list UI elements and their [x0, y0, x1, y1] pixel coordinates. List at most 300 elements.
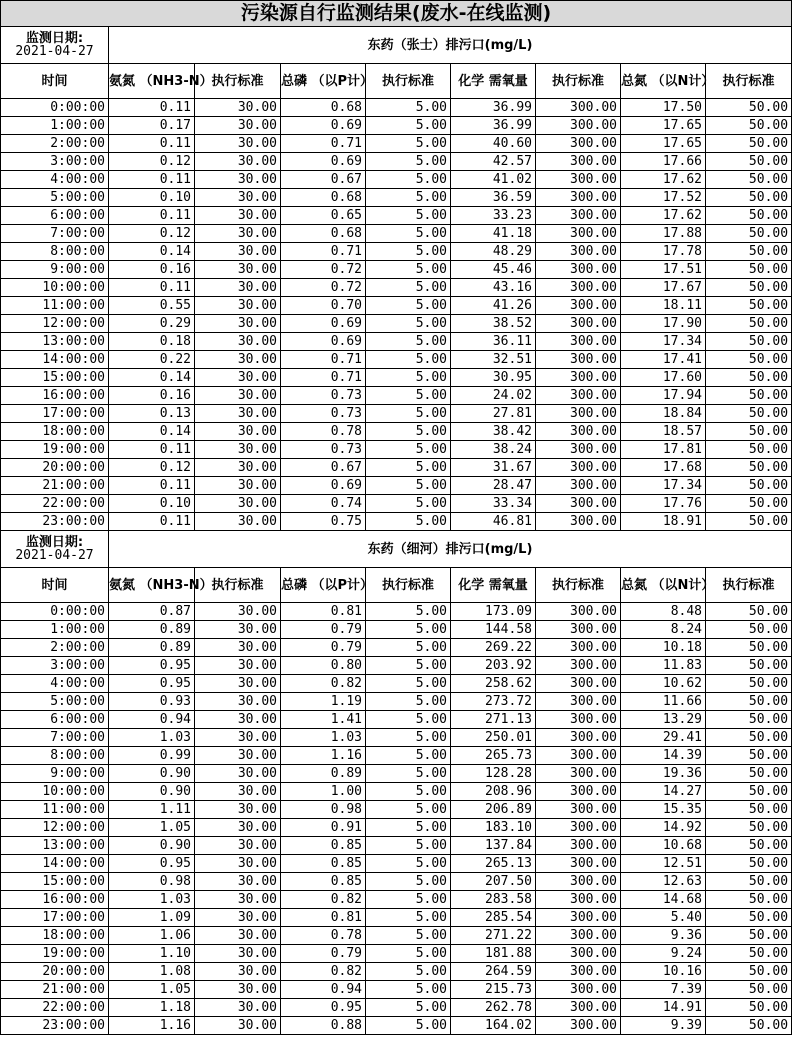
value-cell: 50.00 — [706, 279, 792, 297]
time-cell: 10:00:00 — [1, 279, 109, 297]
column-header: 氨氮 （NH3-N） — [109, 64, 195, 99]
time-cell: 19:00:00 — [1, 945, 109, 963]
value-cell: 18.11 — [621, 297, 706, 315]
value-cell: 11.83 — [621, 657, 706, 675]
table-row — [1, 513, 792, 531]
value-cell: 30.00 — [195, 765, 281, 783]
value-cell: 5.00 — [366, 873, 451, 891]
value-cell: 0.65 — [281, 207, 366, 225]
value-cell: 300.00 — [536, 351, 621, 369]
value-cell: 5.00 — [366, 675, 451, 693]
time-cell: 14:00:00 — [1, 855, 109, 873]
table-row — [1, 99, 792, 117]
value-cell: 0.82 — [281, 963, 366, 981]
value-cell: 36.11 — [451, 333, 536, 351]
table-row — [1, 297, 792, 315]
table-row — [1, 873, 792, 891]
value-cell: 12.63 — [621, 873, 706, 891]
value-cell: 17.67 — [621, 279, 706, 297]
time-cell: 20:00:00 — [1, 459, 109, 477]
value-cell: 50.00 — [706, 855, 792, 873]
value-cell: 30.95 — [451, 369, 536, 387]
value-cell: 9.24 — [621, 945, 706, 963]
value-cell: 30.00 — [195, 315, 281, 333]
value-cell: 30.00 — [195, 801, 281, 819]
table-row — [1, 261, 792, 279]
value-cell: 0.88 — [281, 1017, 366, 1035]
value-cell: 1.16 — [281, 747, 366, 765]
column-header: 总氮 （以N计） — [621, 568, 706, 603]
value-cell: 50.00 — [706, 819, 792, 837]
value-cell: 264.59 — [451, 963, 536, 981]
time-cell: 23:00:00 — [1, 513, 109, 531]
table-row — [1, 477, 792, 495]
column-header: 总磷 （以P计） — [281, 64, 366, 99]
time-cell: 2:00:00 — [1, 639, 109, 657]
value-cell: 48.29 — [451, 243, 536, 261]
value-cell: 50.00 — [706, 927, 792, 945]
value-cell: 5.00 — [366, 945, 451, 963]
value-cell: 38.52 — [451, 315, 536, 333]
value-cell: 5.40 — [621, 909, 706, 927]
table-row — [1, 225, 792, 243]
monitoring-date-value: 2021-04-27 — [15, 44, 94, 59]
value-cell: 30.00 — [195, 477, 281, 495]
value-cell: 17.62 — [621, 207, 706, 225]
value-cell: 0.82 — [281, 891, 366, 909]
column-header: 化学 需氧量 — [451, 64, 536, 99]
value-cell: 28.47 — [451, 477, 536, 495]
value-cell: 137.84 — [451, 837, 536, 855]
value-cell: 300.00 — [536, 297, 621, 315]
value-cell: 0.16 — [109, 261, 195, 279]
value-cell: 5.00 — [366, 333, 451, 351]
value-cell: 50.00 — [706, 513, 792, 531]
value-cell: 300.00 — [536, 405, 621, 423]
value-cell: 24.02 — [451, 387, 536, 405]
value-cell: 50.00 — [706, 963, 792, 981]
value-cell: 17.62 — [621, 171, 706, 189]
value-cell: 5.00 — [366, 657, 451, 675]
value-cell: 18.91 — [621, 513, 706, 531]
value-cell: 0.74 — [281, 495, 366, 513]
value-cell: 300.00 — [536, 639, 621, 657]
value-cell: 50.00 — [706, 99, 792, 117]
column-header: 执行标准 — [536, 64, 621, 99]
time-cell: 16:00:00 — [1, 891, 109, 909]
value-cell: 0.67 — [281, 171, 366, 189]
value-cell: 14.39 — [621, 747, 706, 765]
value-cell: 50.00 — [706, 711, 792, 729]
value-cell: 300.00 — [536, 477, 621, 495]
value-cell: 1.09 — [109, 909, 195, 927]
time-cell: 12:00:00 — [1, 819, 109, 837]
value-cell: 50.00 — [706, 117, 792, 135]
time-cell: 22:00:00 — [1, 495, 109, 513]
value-cell: 50.00 — [706, 747, 792, 765]
value-cell: 30.00 — [195, 675, 281, 693]
value-cell: 5.00 — [366, 729, 451, 747]
table-row — [1, 207, 792, 225]
value-cell: 0.90 — [109, 765, 195, 783]
value-cell: 50.00 — [706, 909, 792, 927]
value-cell: 30.00 — [195, 207, 281, 225]
value-cell: 300.00 — [536, 279, 621, 297]
value-cell: 5.00 — [366, 801, 451, 819]
value-cell: 300.00 — [536, 333, 621, 351]
time-cell: 20:00:00 — [1, 963, 109, 981]
value-cell: 0.90 — [109, 783, 195, 801]
value-cell: 50.00 — [706, 621, 792, 639]
time-cell: 10:00:00 — [1, 783, 109, 801]
value-cell: 215.73 — [451, 981, 536, 999]
value-cell: 5.00 — [366, 261, 451, 279]
value-cell: 30.00 — [195, 657, 281, 675]
value-cell: 17.66 — [621, 153, 706, 171]
time-cell: 5:00:00 — [1, 693, 109, 711]
value-cell: 10.18 — [621, 639, 706, 657]
value-cell: 300.00 — [536, 207, 621, 225]
value-cell: 5.00 — [366, 513, 451, 531]
table-row — [1, 351, 792, 369]
value-cell: 0.10 — [109, 189, 195, 207]
time-cell: 1:00:00 — [1, 621, 109, 639]
value-cell: 0.29 — [109, 315, 195, 333]
value-cell: 50.00 — [706, 801, 792, 819]
value-cell: 0.68 — [281, 99, 366, 117]
value-cell: 0.78 — [281, 423, 366, 441]
value-cell: 300.00 — [536, 495, 621, 513]
value-cell: 0.68 — [281, 189, 366, 207]
table-row — [1, 675, 792, 693]
sheet-title: 污染源自行监测结果(废水-在线监测) — [1, 1, 792, 27]
table-row — [1, 495, 792, 513]
value-cell: 50.00 — [706, 459, 792, 477]
time-cell: 2:00:00 — [1, 135, 109, 153]
table-row — [1, 135, 792, 153]
value-cell: 265.73 — [451, 747, 536, 765]
value-cell: 203.92 — [451, 657, 536, 675]
value-cell: 300.00 — [536, 621, 621, 639]
column-header: 化学 需氧量 — [451, 568, 536, 603]
value-cell: 1.18 — [109, 999, 195, 1017]
time-cell: 6:00:00 — [1, 207, 109, 225]
time-cell: 9:00:00 — [1, 765, 109, 783]
value-cell: 5.00 — [366, 1017, 451, 1035]
value-cell: 50.00 — [706, 369, 792, 387]
value-cell: 128.28 — [451, 765, 536, 783]
value-cell: 0.89 — [109, 621, 195, 639]
value-cell: 183.10 — [451, 819, 536, 837]
value-cell: 208.96 — [451, 783, 536, 801]
value-cell: 0.73 — [281, 387, 366, 405]
value-cell: 0.18 — [109, 333, 195, 351]
column-header: 时间 — [1, 64, 109, 99]
value-cell: 15.35 — [621, 801, 706, 819]
value-cell: 13.29 — [621, 711, 706, 729]
value-cell: 0.98 — [109, 873, 195, 891]
column-header: 执行标准 — [195, 64, 281, 99]
value-cell: 30.00 — [195, 891, 281, 909]
value-cell: 5.00 — [366, 171, 451, 189]
value-cell: 300.00 — [536, 963, 621, 981]
value-cell: 30.00 — [195, 441, 281, 459]
value-cell: 300.00 — [536, 675, 621, 693]
value-cell: 5.00 — [366, 387, 451, 405]
value-cell: 0.70 — [281, 297, 366, 315]
value-cell: 5.00 — [366, 837, 451, 855]
table-row — [1, 927, 792, 945]
value-cell: 50.00 — [706, 981, 792, 999]
table-row — [1, 333, 792, 351]
table-row — [1, 819, 792, 837]
value-cell: 1.03 — [109, 729, 195, 747]
value-cell: 50.00 — [706, 873, 792, 891]
value-cell: 300.00 — [536, 243, 621, 261]
table-row — [1, 693, 792, 711]
value-cell: 17.60 — [621, 369, 706, 387]
sheet-title-row — [1, 1, 792, 27]
time-cell: 17:00:00 — [1, 909, 109, 927]
value-cell: 30.00 — [195, 999, 281, 1017]
value-cell: 0.71 — [281, 369, 366, 387]
value-cell: 5.00 — [366, 981, 451, 999]
table-row — [1, 945, 792, 963]
value-cell: 30.00 — [195, 153, 281, 171]
table-row — [1, 117, 792, 135]
value-cell: 30.00 — [195, 369, 281, 387]
time-cell: 8:00:00 — [1, 243, 109, 261]
value-cell: 0.11 — [109, 441, 195, 459]
value-cell: 0.85 — [281, 873, 366, 891]
table-row — [1, 711, 792, 729]
value-cell: 0.89 — [281, 765, 366, 783]
value-cell: 30.00 — [195, 243, 281, 261]
value-cell: 0.67 — [281, 459, 366, 477]
value-cell: 0.71 — [281, 351, 366, 369]
value-cell: 30.00 — [195, 423, 281, 441]
value-cell: 5.00 — [366, 369, 451, 387]
time-cell: 21:00:00 — [1, 981, 109, 999]
value-cell: 300.00 — [536, 729, 621, 747]
value-cell: 0.94 — [109, 711, 195, 729]
time-cell: 11:00:00 — [1, 297, 109, 315]
value-cell: 46.81 — [451, 513, 536, 531]
value-cell: 0.79 — [281, 621, 366, 639]
value-cell: 5.00 — [366, 135, 451, 153]
value-cell: 50.00 — [706, 423, 792, 441]
value-cell: 14.92 — [621, 819, 706, 837]
time-cell: 3:00:00 — [1, 657, 109, 675]
value-cell: 0.95 — [281, 999, 366, 1017]
table-row — [1, 909, 792, 927]
value-cell: 33.23 — [451, 207, 536, 225]
value-cell: 300.00 — [536, 1017, 621, 1035]
value-cell: 50.00 — [706, 1017, 792, 1035]
value-cell: 262.78 — [451, 999, 536, 1017]
value-cell: 0.69 — [281, 117, 366, 135]
value-cell: 0.89 — [109, 639, 195, 657]
monitoring-date-value: 2021-04-27 — [15, 548, 94, 563]
value-cell: 50.00 — [706, 261, 792, 279]
table-row — [1, 153, 792, 171]
value-cell: 0.11 — [109, 171, 195, 189]
time-cell: 0:00:00 — [1, 603, 109, 621]
value-cell: 27.81 — [451, 405, 536, 423]
value-cell: 30.00 — [195, 135, 281, 153]
value-cell: 0.99 — [109, 747, 195, 765]
table-row — [1, 855, 792, 873]
time-cell: 3:00:00 — [1, 153, 109, 171]
value-cell: 269.22 — [451, 639, 536, 657]
value-cell: 10.16 — [621, 963, 706, 981]
value-cell: 0.71 — [281, 135, 366, 153]
value-cell: 0.81 — [281, 909, 366, 927]
value-cell: 0.69 — [281, 153, 366, 171]
value-cell: 0.11 — [109, 207, 195, 225]
value-cell: 164.02 — [451, 1017, 536, 1035]
value-cell: 50.00 — [706, 153, 792, 171]
value-cell: 30.00 — [195, 99, 281, 117]
value-cell: 11.66 — [621, 693, 706, 711]
value-cell: 50.00 — [706, 891, 792, 909]
value-cell: 300.00 — [536, 783, 621, 801]
time-cell: 21:00:00 — [1, 477, 109, 495]
value-cell: 17.51 — [621, 261, 706, 279]
value-cell: 5.00 — [366, 999, 451, 1017]
value-cell: 283.58 — [451, 891, 536, 909]
value-cell: 30.00 — [195, 837, 281, 855]
table-row — [1, 621, 792, 639]
table-row — [1, 387, 792, 405]
time-cell: 17:00:00 — [1, 405, 109, 423]
value-cell: 273.72 — [451, 693, 536, 711]
value-cell: 5.00 — [366, 693, 451, 711]
value-cell: 300.00 — [536, 459, 621, 477]
value-cell: 0.85 — [281, 837, 366, 855]
value-cell: 50.00 — [706, 207, 792, 225]
table-row — [1, 837, 792, 855]
value-cell: 300.00 — [536, 981, 621, 999]
value-cell: 30.00 — [195, 495, 281, 513]
value-cell: 17.90 — [621, 315, 706, 333]
value-cell: 9.36 — [621, 927, 706, 945]
value-cell: 17.34 — [621, 333, 706, 351]
value-cell: 300.00 — [536, 945, 621, 963]
value-cell: 0.12 — [109, 459, 195, 477]
value-cell: 5.00 — [366, 621, 451, 639]
value-cell: 5.00 — [366, 711, 451, 729]
value-cell: 50.00 — [706, 783, 792, 801]
value-cell: 36.59 — [451, 189, 536, 207]
value-cell: 0.14 — [109, 243, 195, 261]
value-cell: 5.00 — [366, 603, 451, 621]
value-cell: 30.00 — [195, 351, 281, 369]
value-cell: 0.69 — [281, 333, 366, 351]
time-cell: 15:00:00 — [1, 873, 109, 891]
value-cell: 0.73 — [281, 441, 366, 459]
value-cell: 14.91 — [621, 999, 706, 1017]
value-cell: 5.00 — [366, 207, 451, 225]
table-row — [1, 243, 792, 261]
value-cell: 50.00 — [706, 657, 792, 675]
value-cell: 0.93 — [109, 693, 195, 711]
value-cell: 250.01 — [451, 729, 536, 747]
value-cell: 300.00 — [536, 153, 621, 171]
value-cell: 206.89 — [451, 801, 536, 819]
value-cell: 0.90 — [109, 837, 195, 855]
table-row — [1, 963, 792, 981]
value-cell: 5.00 — [366, 495, 451, 513]
value-cell: 8.24 — [621, 621, 706, 639]
time-cell: 9:00:00 — [1, 261, 109, 279]
value-cell: 0.11 — [109, 477, 195, 495]
value-cell: 1.03 — [281, 729, 366, 747]
value-cell: 265.13 — [451, 855, 536, 873]
value-cell: 50.00 — [706, 225, 792, 243]
value-cell: 30.00 — [195, 711, 281, 729]
value-cell: 5.00 — [366, 747, 451, 765]
value-cell: 42.57 — [451, 153, 536, 171]
value-cell: 0.68 — [281, 225, 366, 243]
value-cell: 285.54 — [451, 909, 536, 927]
column-header: 总磷 （以P计） — [281, 568, 366, 603]
table-row — [1, 603, 792, 621]
value-cell: 17.78 — [621, 243, 706, 261]
value-cell: 1.41 — [281, 711, 366, 729]
value-cell: 0.72 — [281, 279, 366, 297]
value-cell: 30.00 — [195, 819, 281, 837]
value-cell: 5.00 — [366, 99, 451, 117]
column-header: 时间 — [1, 568, 109, 603]
value-cell: 7.39 — [621, 981, 706, 999]
value-cell: 30.00 — [195, 333, 281, 351]
column-header: 执行标准 — [195, 568, 281, 603]
value-cell: 144.58 — [451, 621, 536, 639]
table-row — [1, 441, 792, 459]
table-row — [1, 315, 792, 333]
time-cell: 19:00:00 — [1, 441, 109, 459]
value-cell: 300.00 — [536, 855, 621, 873]
value-cell: 300.00 — [536, 999, 621, 1017]
value-cell: 50.00 — [706, 351, 792, 369]
value-cell: 19.36 — [621, 765, 706, 783]
time-cell: 18:00:00 — [1, 423, 109, 441]
value-cell: 41.02 — [451, 171, 536, 189]
value-cell: 30.00 — [195, 117, 281, 135]
value-cell: 50.00 — [706, 729, 792, 747]
value-cell: 0.79 — [281, 945, 366, 963]
value-cell: 300.00 — [536, 909, 621, 927]
value-cell: 0.17 — [109, 117, 195, 135]
value-cell: 17.52 — [621, 189, 706, 207]
value-cell: 30.00 — [195, 945, 281, 963]
value-cell: 300.00 — [536, 225, 621, 243]
value-cell: 30.00 — [195, 279, 281, 297]
time-cell: 8:00:00 — [1, 747, 109, 765]
value-cell: 10.62 — [621, 675, 706, 693]
time-cell: 13:00:00 — [1, 837, 109, 855]
value-cell: 18.84 — [621, 405, 706, 423]
value-cell: 0.10 — [109, 495, 195, 513]
value-cell: 14.68 — [621, 891, 706, 909]
value-cell: 0.14 — [109, 369, 195, 387]
value-cell: 5.00 — [366, 477, 451, 495]
value-cell: 50.00 — [706, 135, 792, 153]
value-cell: 50.00 — [706, 495, 792, 513]
outlet-name: 东药（细河）排污口(mg/L) — [109, 531, 792, 568]
value-cell: 300.00 — [536, 693, 621, 711]
